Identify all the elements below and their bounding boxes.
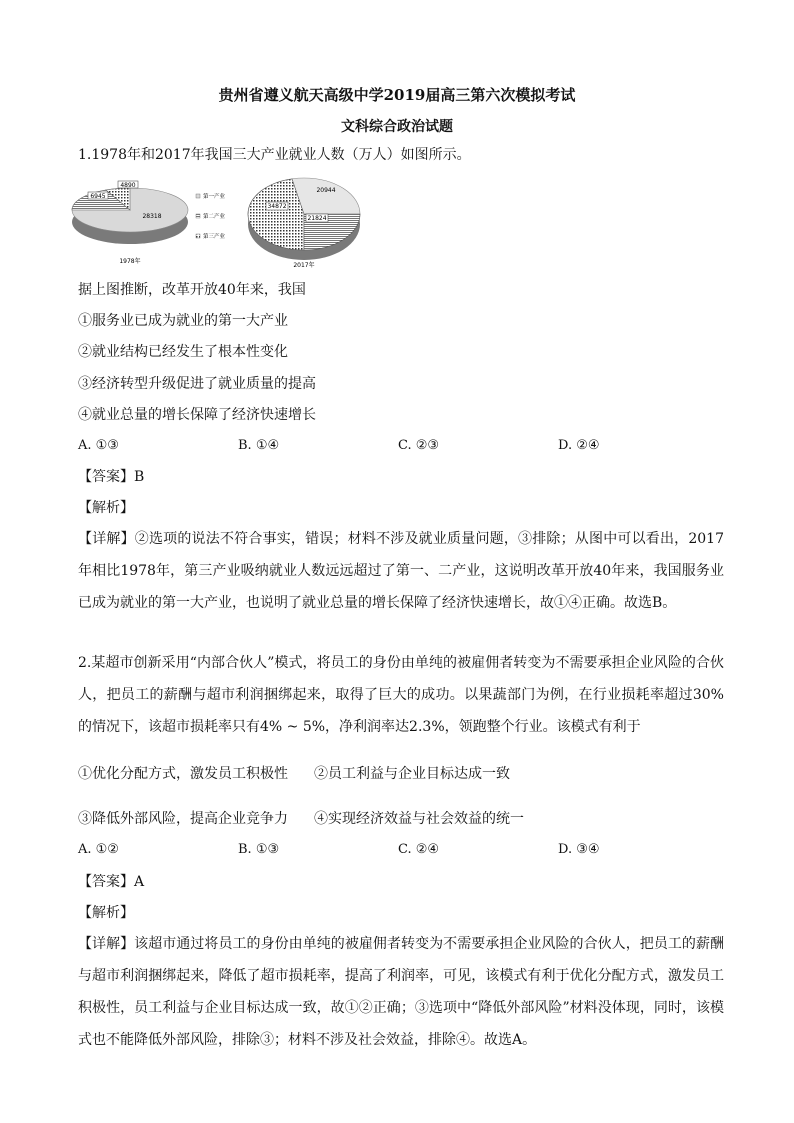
q2-statement: ④实现经济效益与社会效益的统一 <box>314 811 524 827</box>
q2-stem: 2.某超市创新采用“内部合伙人”模式，将员工的身份由单纯的被雇佣者转变为不需要承担企业风险的合伙人，把员工的薪酬与超市利润捆绑起来，取得了巨大的成功。以果蔬部门为例，在行业损耗率超过30%的情况下，该超市损耗率只有4% ~ 5%，净利润率达2.3%，领跑整个行业。该模式有利于 <box>78 655 724 735</box>
exam-title: 贵州省遵义航天高级中学2019届高三第六次模拟考试 <box>218 86 576 104</box>
pie-1978-secondary-value: 6945 <box>90 193 106 200</box>
pie-2017-year-label: 2017年 <box>293 262 315 269</box>
q2-detail: 【详解】该超市通过将员工的身份由单纯的被雇佣者转变为不需要承担企业风险的合伙人，把员工的薪酬与超市利润捆绑起来，降低了超市损耗率，提高了利润率，可见，该模式有利于优化分配方式，激发员工积极性，员工利益与企业目标达成一致，故①②正确；③选项中“降低外部风险”材料没体现，同时，该模式也不能降低外部风险，排除③；材料不涉及社会效益，排除④。故选A。 <box>78 936 724 1048</box>
q2-option-d: D. ③④ <box>558 842 600 857</box>
pie-2017-primary-value: 20944 <box>316 187 336 194</box>
pie-1978-primary-value: 28318 <box>142 213 162 220</box>
q1-answer: 【答案】B <box>78 469 145 485</box>
legend-secondary: 第二产业 <box>203 214 226 220</box>
legend-swatch-secondary <box>196 214 200 218</box>
q1-detail: 【详解】②选项的说法不符合事实，错误；材料不涉及就业质量问题，③排除；从图中可以看出，2017年相比1978年，第三产业吸纳就业人数远远超过了第一、二产业，这说明改革开放40年来，我国服务业已成为就业的第一大产业，也说明了就业总量的增长保障了经济快速增长，故①④正确。故选B。 <box>78 531 724 611</box>
q1-statement: ①服务业已成为就业的第一大产业 <box>78 313 288 329</box>
q2-analysis-label: 【解析】 <box>78 905 134 921</box>
q2-statement: ③降低外部风险，提高企业竞争力 <box>78 811 288 827</box>
legend-swatch-primary <box>196 194 200 198</box>
legend-swatch-tertiary <box>196 234 200 238</box>
q1-option-b: B. ①④ <box>238 438 280 453</box>
q2-answer: 【答案】A <box>78 874 145 890</box>
pie-1978-year-label: 1978年 <box>119 258 141 265</box>
q1-analysis-label: 【解析】 <box>78 500 134 516</box>
legend-primary: 第一产业 <box>203 194 226 200</box>
employment-pie-charts <box>70 170 370 272</box>
q2-option-c: C. ②④ <box>398 842 440 857</box>
q1-stem: 1.1978年和2017年我国三大产业就业人数（万人）如图所示。 <box>78 147 471 163</box>
q1-option-a: A. ①③ <box>78 438 119 453</box>
q1-statement: ④就业总量的增长保障了经济快速增长 <box>78 407 316 423</box>
q1-prompt: 据上图推断，改革开放40年来，我国 <box>78 282 306 298</box>
q1-option-d: D. ②④ <box>558 438 600 453</box>
q2-statement: ①优化分配方式，激发员工积极性 <box>78 766 288 782</box>
pie-1978-tertiary-value: 4890 <box>120 182 136 189</box>
q1-option-c: C. ②③ <box>398 438 440 453</box>
legend-tertiary: 第三产业 <box>203 234 226 240</box>
q2-option-a: A. ①② <box>78 842 119 857</box>
pie-2017-secondary-value: 21824 <box>307 215 327 222</box>
pie-2017-tertiary-value: 34872 <box>267 203 287 210</box>
q2-statement: ②员工利益与企业目标达成一致 <box>314 766 510 782</box>
q1-statement: ③经济转型升级促进了就业质量的提高 <box>78 376 316 392</box>
exam-subtitle: 文科综合政治试题 <box>341 119 453 135</box>
q2-option-b: B. ①③ <box>238 842 280 857</box>
q1-statement: ②就业结构已经发生了根本性变化 <box>78 344 288 360</box>
